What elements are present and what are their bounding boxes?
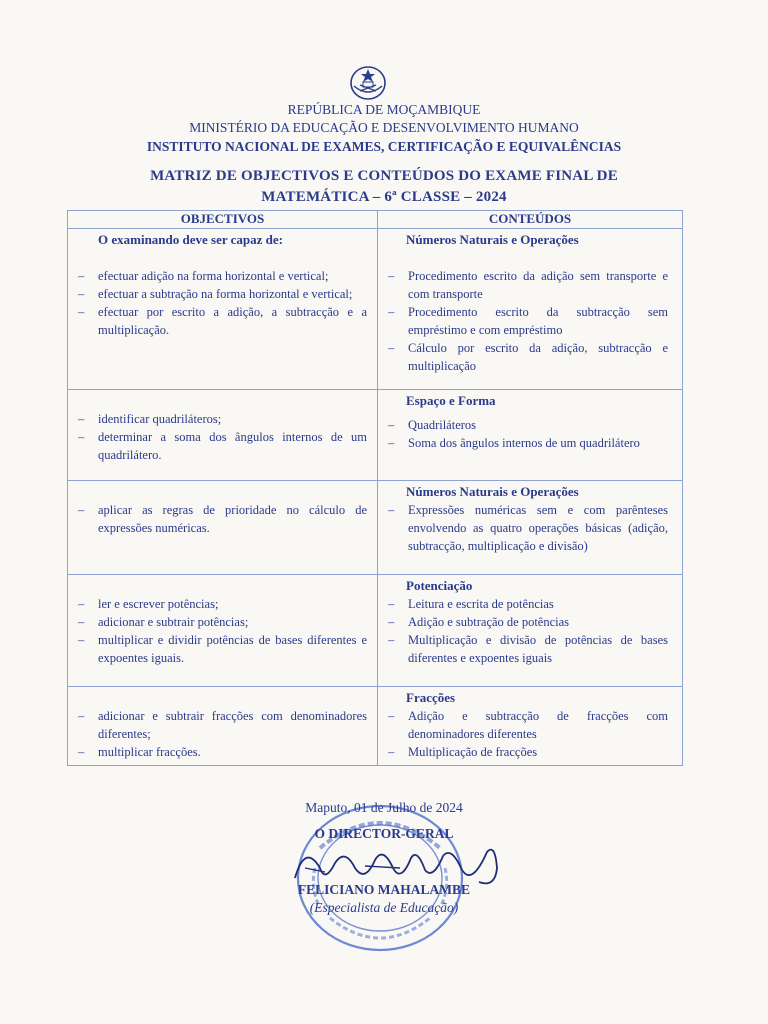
content-section-title: Números Naturais e Operações xyxy=(406,484,579,499)
national-emblem-icon xyxy=(348,64,388,102)
content-section-title: Fracções xyxy=(406,690,456,705)
objective-item: – adicionar e subtrair potências; xyxy=(76,613,367,631)
contents-cell xyxy=(378,575,683,687)
objectives-lead: O examinando deve ser capaz de: xyxy=(98,232,283,247)
content-item: – Procedimento escrito da subtracção sem empréstimo e com empréstimo xyxy=(386,303,668,339)
table-row xyxy=(68,575,683,687)
table-row xyxy=(68,481,683,575)
column-header-objectives: OBJECTIVOS xyxy=(68,211,378,229)
signatory-name: FELICIANO MAHALAMBE xyxy=(297,882,471,897)
contents-cell xyxy=(378,687,683,766)
content-item: – Soma dos ângulos internos de um quadrilátero xyxy=(386,434,668,452)
objective-item: – efectuar por escrito a adição, a subtracção e a multiplicação. xyxy=(76,303,367,339)
objectives-cell xyxy=(68,229,378,390)
table-row xyxy=(68,687,683,766)
objective-item: – adicionar e subtrair fracções com denominadores diferentes; xyxy=(76,707,367,743)
content-item: – Adição e subtracção de fracções com denominadores diferentes xyxy=(386,707,668,743)
document-title-line1: MATRIZ DE OBJECTIVOS E CONTEÚDOS DO EXAME FINAL DE xyxy=(150,168,618,184)
content-item: – Multiplicação de fracções xyxy=(386,743,668,761)
objectives-cell xyxy=(68,390,378,481)
objective-item: – efectuar a subtração na forma horizontal e vertical; xyxy=(76,285,367,303)
content-item: – Cálculo por escrito da adição, subtracção e multiplicação xyxy=(386,339,668,375)
column-header-contents: CONTEÚDOS xyxy=(378,211,683,229)
content-item: – Adição e subtração de potências xyxy=(386,613,668,631)
objectives-cell xyxy=(68,687,378,766)
signatory-role: O DIRECTOR-GERAL xyxy=(314,826,454,841)
contents-cell xyxy=(378,481,683,575)
objective-item: – multiplicar e dividir potências de bases diferentes e expoentes iguais. xyxy=(76,631,367,667)
content-item: – Expressões numéricas sem e com parênteses envolvendo as quatro operações básicas (adição, subtracção, multiplicação e divisão) xyxy=(386,501,668,555)
contents-cell xyxy=(378,229,683,390)
place-date: Maputo, 01 de Julho de 2024 xyxy=(305,800,463,815)
content-section-title: Potenciação xyxy=(406,578,473,593)
objective-item: – aplicar as regras de prioridade no cálculo de expressões numéricas. xyxy=(76,501,367,537)
table-row xyxy=(68,229,683,390)
objective-item: – determinar a soma dos ângulos internos de um quadrilátero. xyxy=(76,428,367,464)
objectives-cell xyxy=(68,575,378,687)
objectives-cell xyxy=(68,481,378,575)
republic-heading: REPÚBLICA DE MOÇAMBIQUE xyxy=(287,102,481,117)
objective-item: – multiplicar fracções. xyxy=(76,743,367,761)
objectives-contents-table xyxy=(67,210,683,766)
institute-heading: INSTITUTO NACIONAL DE EXAMES, CERTIFICAÇÃO E EQUIVALÊNCIAS xyxy=(146,139,622,154)
signatory-specialty: (Especialista de Educação) xyxy=(309,900,459,915)
content-item: – Quadriláteros xyxy=(386,416,668,434)
objective-item: – efectuar adição na forma horizontal e vertical; xyxy=(76,267,367,285)
document-title-line2: MATEMÁTICA – 6ª CLASSE – 2024 xyxy=(261,189,507,205)
ministry-heading: MINISTÉRIO DA EDUCAÇÃO E DESENVOLVIMENTO HUMANO xyxy=(189,120,579,135)
content-section-title: Espaço e Forma xyxy=(406,393,496,408)
content-item: – Procedimento escrito da adição sem transporte e com transporte xyxy=(386,267,668,303)
content-item: – Leitura e escrita de potências xyxy=(386,595,668,613)
objective-item: – identificar quadriláteros; xyxy=(76,410,367,428)
content-section-title: Números Naturais e Operações xyxy=(406,232,579,247)
contents-cell xyxy=(378,390,683,481)
objective-item: – ler e escrever potências; xyxy=(76,595,367,613)
table-row xyxy=(68,390,683,481)
content-item: – Multiplicação e divisão de potências de bases diferentes e expoentes iguais xyxy=(386,631,668,667)
